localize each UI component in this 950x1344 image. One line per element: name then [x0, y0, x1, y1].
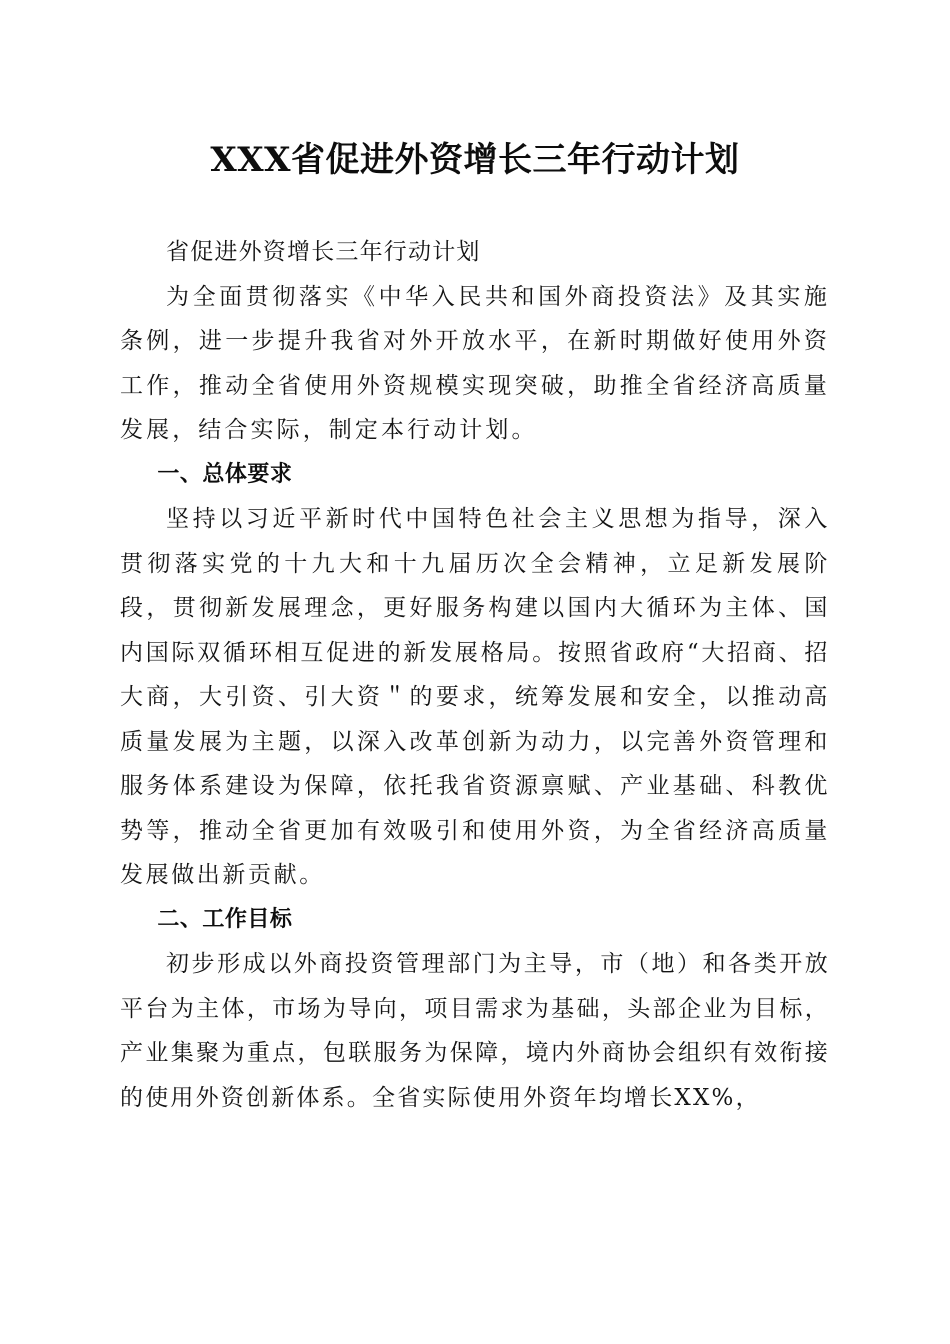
section-paragraph-general-requirements: 坚持以习近平新时代中国特色社会主义思想为指导，深入贯彻落实党的十九大和十九届历次全会精神，立足新发展阶段，贯彻新发展理念，更好服务构建以国内大循环为主体、国内国际双循环相互促进的新发展格局。按照省政府“大招商、招大商，大引资、引大资＂的要求，统筹发展和安全，以推动高质量发展为主题，以深入改革创新为动力，以完善外资管理和服务体系建设为保障，依托我省资源禀赋、产业基础、科教优势等，推动全省更加有效吸引和使用外资，为全省经济高质量发展做出新贡献。: [120, 506, 830, 888]
section-paragraph-work-goals: 初步形成以外商投资管理部门为主导，市（地）和各类开放平台为主体，市场为导向，项目需求为基础，头部企业为目标，产业集聚为重点，包联服务为保障，境内外商协会组织有效衔接的使用外资创新体系。全省实际使用外资年均增长XX%，: [120, 951, 830, 1111]
section-heading-work-goals: 二、工作目标: [157, 906, 293, 932]
intro-paragraph: 为全面贯彻落实《中华入民共和国外商投资法》及其实施条例，进一步提升我省对外开放水平，在新时期做好使用外资工作，推动全省使用外资规模实现突破，助推全省经济高质量发展，结合实际，制定本行动计划。: [120, 283, 830, 443]
document-body: [120, 230, 830, 1120]
section-heading-general-requirements: 一、总体要求: [157, 461, 293, 487]
document-subtitle: 省促进外资增长三年行动计划: [166, 239, 481, 265]
document-title: XXX省促进外资增长三年行动计划: [210, 140, 740, 180]
